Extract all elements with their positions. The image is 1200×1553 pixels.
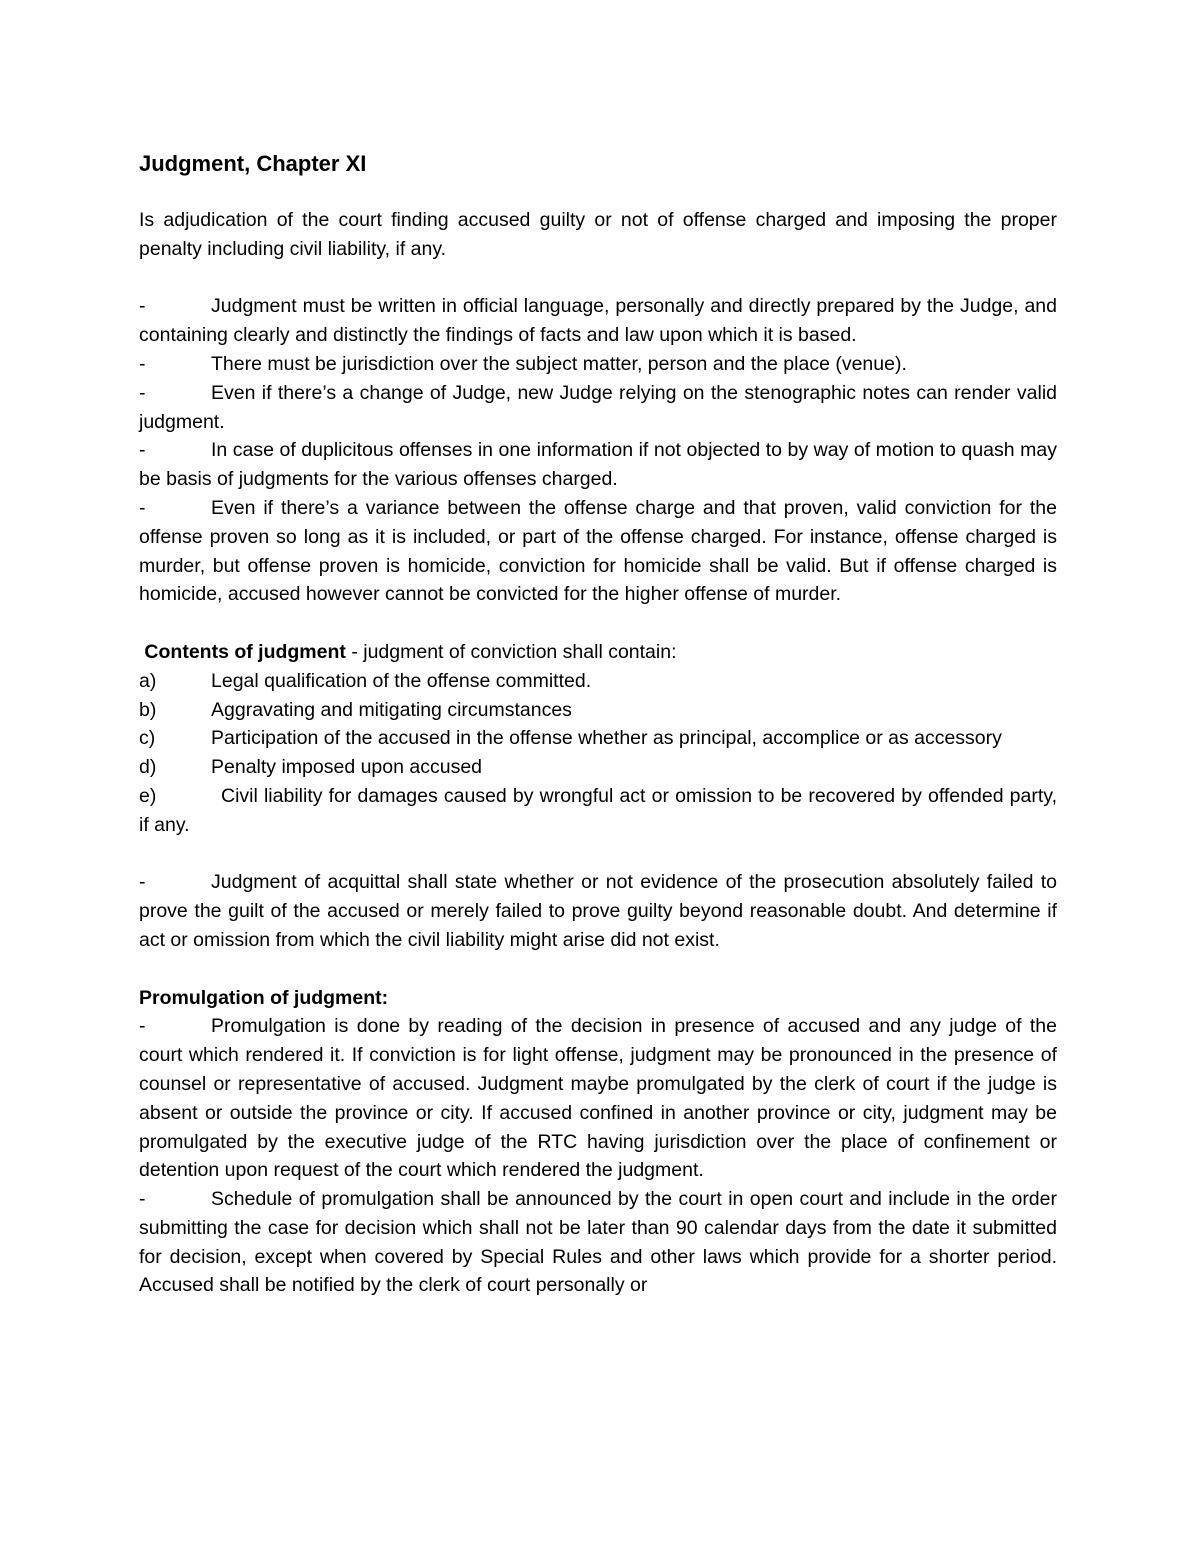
list-marker: - <box>139 1015 146 1038</box>
list-item-text: Participation of the accused in the offense whether as principal, accomplice or as accessory <box>211 727 1002 750</box>
list-item <box>139 1012 1057 1185</box>
list-item <box>139 436 1057 494</box>
list-item-text: Civil liability for damages caused by wrongful act or omission to be recovered by offended party, if any. <box>139 784 1057 836</box>
spacer <box>139 264 1057 293</box>
list-item-text: In case of duplicitous offenses in one information if not objected to by way of motion to quash may be basis of judgments for the various offenses charged. <box>139 439 1057 491</box>
list-item <box>139 753 1057 782</box>
promulgation-list <box>139 1012 1057 1300</box>
list-marker: - <box>139 439 146 462</box>
list-item <box>139 350 1057 379</box>
promulgation-heading: Promulgation of judgment: <box>139 986 389 1009</box>
list-marker: - <box>139 295 146 318</box>
list-marker: c) <box>139 727 156 750</box>
list-marker: - <box>139 381 146 404</box>
rules-list <box>139 292 1057 609</box>
list-item-text: Even if there’s a variance between the offense charge and that proven, valid conviction for the offense proven so long as it is included, or part of the offense charged. For instance, offense charged is murder, but offense proven is homicide, conviction for homicide shall be valid. But if offense charged is homicide, accused however cannot be convicted for the higher offense of murder. <box>139 496 1057 606</box>
spacer <box>139 955 1057 984</box>
list-marker: - <box>139 871 146 894</box>
list-marker: b) <box>139 698 157 721</box>
list-item-text: Even if there’s a change of Judge, new Judge relying on the stenographic notes can render valid judgment. <box>139 381 1057 433</box>
acquittal-paragraph <box>139 868 1057 954</box>
list-item-text: Legal qualification of the offense committed. <box>211 669 592 692</box>
list-item <box>139 782 1057 840</box>
list-item <box>139 1185 1057 1300</box>
list-item-text: Aggravating and mitigating circumstances <box>211 698 572 721</box>
list-marker: d) <box>139 756 157 779</box>
contents-lead: - judgment of conviction shall contain: <box>345 640 677 663</box>
list-item <box>139 667 1057 696</box>
list-item-text: Penalty imposed upon accused <box>211 756 483 779</box>
contents-heading: Contents of judgment <box>144 640 346 663</box>
list-marker: - <box>139 1188 146 1211</box>
list-marker: e) <box>139 784 157 807</box>
document-page <box>139 150 1057 1300</box>
list-item <box>139 696 1057 725</box>
contents-list <box>139 667 1057 840</box>
list-item <box>139 292 1057 350</box>
list-item <box>139 494 1057 609</box>
page-title: Judgment, Chapter XI <box>139 151 367 176</box>
list-item <box>139 724 1057 753</box>
list-item-text: Promulgation is done by reading of the decision in presence of accused and any judge of the court which rendered it. If conviction is for light offense, judgment may be pronounced in the presence of counsel or representative of accused. Judgment maybe promulgated by the clerk of court if the judge is absent or outside the province or city. If accused confined in another province or city, judgment may be promulgated by the executive judge of the RTC having jurisdiction over the place of confinement or detention upon request of the court which rendered the judgment. <box>139 1015 1057 1182</box>
list-item-text: There must be jurisdiction over the subject matter, person and the place (venue). <box>211 352 907 375</box>
list-item-text: Schedule of promulgation shall be announced by the court in open court and include in the order submitting the case for decision which shall not be later than 90 calendar days from the date it submitted for decision, except when covered by Special Rules and other laws which provide for a shorter period. Accused shall be notified by the clerk of court personally or <box>139 1188 1057 1297</box>
intro-paragraph: Is adjudication of the court finding accused guilty or not of offense charged and imposing the proper penalty including civil liability, if any. <box>139 209 1057 260</box>
list-marker: a) <box>139 669 157 692</box>
list-item <box>139 379 1057 437</box>
contents-heading-line <box>139 638 1057 667</box>
list-marker: - <box>139 496 146 519</box>
list-item-text: Judgment of acquittal shall state whether or not evidence of the prosecution absolutely failed to prove the guilt of the accused or merely failed to prove guilty beyond reasonable doubt. And determine if act or omission from which the civil liability might arise did not exist. <box>139 871 1057 951</box>
list-item-text: Judgment must be written in official language, personally and directly prepared by the Judge, and containing clearly and distinctly the findings of facts and law upon which it is based. <box>139 295 1057 347</box>
spacer <box>139 840 1057 869</box>
list-marker: - <box>139 352 146 375</box>
spacer <box>139 609 1057 638</box>
